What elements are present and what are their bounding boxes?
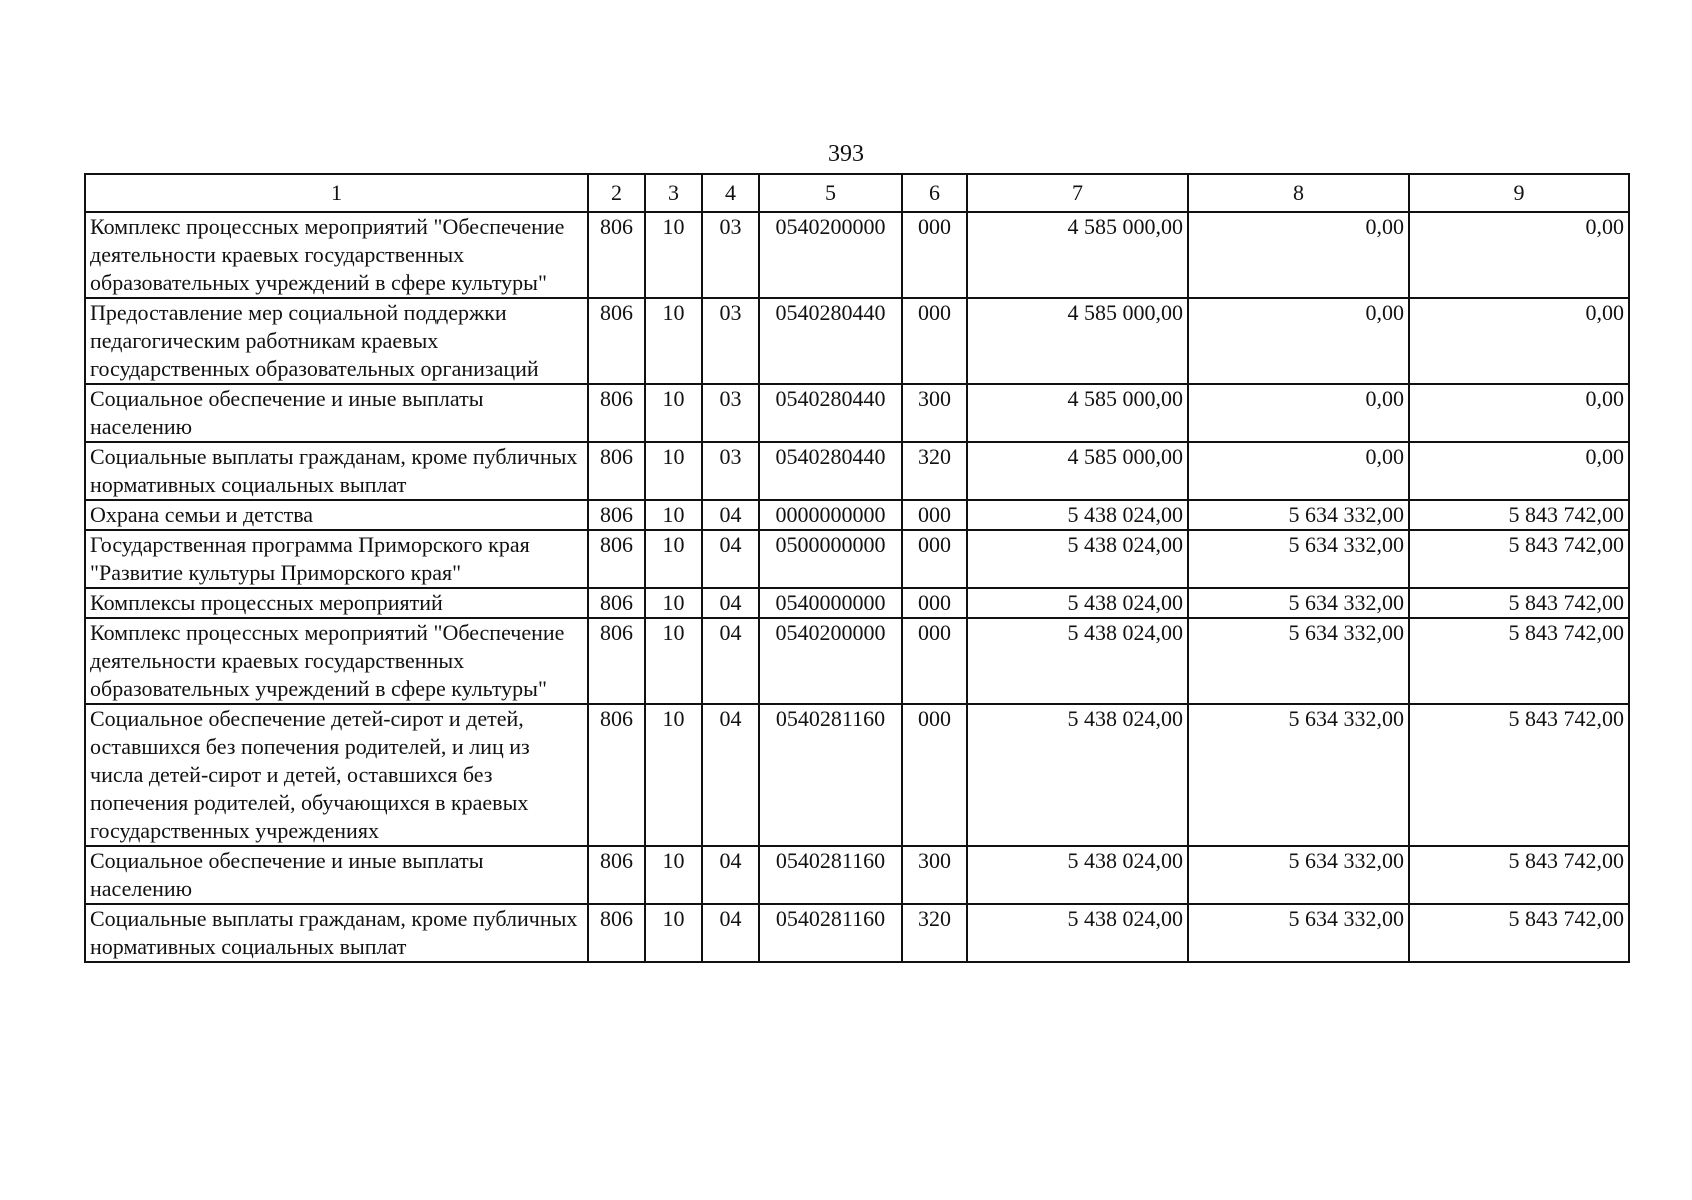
row-amount-8: 5 634 332,00 (1188, 846, 1409, 904)
row-cell-5: 0540281160 (759, 846, 902, 904)
table-row (85, 212, 1629, 298)
row-amount-8: 5 634 332,00 (1188, 500, 1409, 530)
budget-table (84, 173, 1630, 963)
row-cell-2: 806 (588, 500, 645, 530)
row-amount-9: 0,00 (1409, 298, 1629, 384)
row-name-cell: Социальное обеспечение и иные выплаты населению (85, 384, 588, 442)
row-name-cell: Социальное обеспечение детей-сирот и детей, оставшихся без попечения родителей, и лиц из числа детей-сирот и детей, оставшихся без попечения родителей, обучающихся в краевых государственных учреждениях (85, 704, 588, 846)
row-name-cell: Охрана семьи и детства (85, 500, 588, 530)
row-amount-7: 5 438 024,00 (967, 904, 1188, 962)
row-name-cell: Предоставление мер социальной поддержки педагогическим работникам краевых государственных образовательных организаций (85, 298, 588, 384)
table-row (85, 298, 1629, 384)
row-cell-6: 000 (902, 704, 967, 846)
row-amount-8: 5 634 332,00 (1188, 588, 1409, 618)
row-name-cell: Комплекс процессных мероприятий "Обеспечение деятельности краевых государственных образовательных учреждений в сфере культуры" (85, 212, 588, 298)
row-amount-8: 0,00 (1188, 384, 1409, 442)
row-cell-5: 0540000000 (759, 588, 902, 618)
row-amount-7: 5 438 024,00 (967, 704, 1188, 846)
row-cell-2: 806 (588, 298, 645, 384)
row-cell-3: 10 (645, 442, 702, 500)
header-cell-6: 6 (902, 174, 967, 212)
table-row (85, 384, 1629, 442)
row-amount-7: 4 585 000,00 (967, 384, 1188, 442)
row-amount-8: 5 634 332,00 (1188, 618, 1409, 704)
row-name-cell: Социальное обеспечение и иные выплаты населению (85, 846, 588, 904)
row-cell-2: 806 (588, 618, 645, 704)
row-cell-5: 0540281160 (759, 904, 902, 962)
table-row (85, 588, 1629, 618)
row-amount-9: 0,00 (1409, 212, 1629, 298)
row-name-cell: Комплексы процессных мероприятий (85, 588, 588, 618)
row-amount-8: 0,00 (1188, 298, 1409, 384)
row-cell-3: 10 (645, 904, 702, 962)
table-row (85, 846, 1629, 904)
header-cell-5: 5 (759, 174, 902, 212)
row-cell-4: 04 (702, 904, 759, 962)
row-cell-2: 806 (588, 384, 645, 442)
header-cell-4: 4 (702, 174, 759, 212)
row-cell-3: 10 (645, 212, 702, 298)
row-name-cell: Государственная программа Приморского края "Развитие культуры Приморского края" (85, 530, 588, 588)
table-row (85, 530, 1629, 588)
row-amount-9: 5 843 742,00 (1409, 618, 1629, 704)
row-cell-2: 806 (588, 588, 645, 618)
table-row (85, 618, 1629, 704)
row-amount-7: 4 585 000,00 (967, 298, 1188, 384)
row-amount-8: 5 634 332,00 (1188, 530, 1409, 588)
row-amount-8: 5 634 332,00 (1188, 704, 1409, 846)
row-name-cell: Социальные выплаты гражданам, кроме публичных нормативных социальных выплат (85, 904, 588, 962)
row-cell-6: 320 (902, 904, 967, 962)
row-cell-5: 0000000000 (759, 500, 902, 530)
row-amount-9: 5 843 742,00 (1409, 846, 1629, 904)
header-cell-9: 9 (1409, 174, 1629, 212)
row-amount-7: 5 438 024,00 (967, 588, 1188, 618)
row-cell-4: 04 (702, 588, 759, 618)
table-body (85, 212, 1629, 962)
row-amount-7: 4 585 000,00 (967, 212, 1188, 298)
row-cell-5: 0540200000 (759, 618, 902, 704)
row-amount-7: 5 438 024,00 (967, 846, 1188, 904)
row-amount-7: 5 438 024,00 (967, 530, 1188, 588)
header-cell-2: 2 (588, 174, 645, 212)
row-cell-6: 300 (902, 846, 967, 904)
row-amount-8: 0,00 (1188, 212, 1409, 298)
row-cell-2: 806 (588, 442, 645, 500)
table-row (85, 500, 1629, 530)
row-cell-4: 04 (702, 530, 759, 588)
row-amount-9: 0,00 (1409, 384, 1629, 442)
row-name-cell: Комплекс процессных мероприятий "Обеспечение деятельности краевых государственных образовательных учреждений в сфере культуры" (85, 618, 588, 704)
table-header (85, 174, 1629, 212)
row-cell-3: 10 (645, 846, 702, 904)
row-cell-2: 806 (588, 704, 645, 846)
row-amount-7: 5 438 024,00 (967, 500, 1188, 530)
header-cell-7: 7 (967, 174, 1188, 212)
row-cell-2: 806 (588, 530, 645, 588)
page-number: 393 (828, 141, 864, 167)
row-cell-4: 04 (702, 704, 759, 846)
row-cell-2: 806 (588, 846, 645, 904)
row-cell-3: 10 (645, 588, 702, 618)
row-cell-2: 806 (588, 904, 645, 962)
header-cell-3: 3 (645, 174, 702, 212)
row-cell-5: 0500000000 (759, 530, 902, 588)
row-cell-5: 0540200000 (759, 212, 902, 298)
row-amount-9: 0,00 (1409, 442, 1629, 500)
row-amount-9: 5 843 742,00 (1409, 904, 1629, 962)
row-cell-3: 10 (645, 618, 702, 704)
row-cell-4: 04 (702, 618, 759, 704)
row-cell-6: 000 (902, 618, 967, 704)
row-amount-9: 5 843 742,00 (1409, 530, 1629, 588)
row-amount-7: 5 438 024,00 (967, 618, 1188, 704)
row-cell-5: 0540280440 (759, 442, 902, 500)
row-amount-9: 5 843 742,00 (1409, 500, 1629, 530)
row-cell-6: 320 (902, 442, 967, 500)
row-cell-3: 10 (645, 704, 702, 846)
row-cell-3: 10 (645, 298, 702, 384)
header-cell-8: 8 (1188, 174, 1409, 212)
row-cell-4: 03 (702, 212, 759, 298)
table-row (85, 704, 1629, 846)
row-cell-6: 000 (902, 298, 967, 384)
row-cell-6: 000 (902, 500, 967, 530)
table-row (85, 442, 1629, 500)
table-row (85, 904, 1629, 962)
row-cell-4: 03 (702, 298, 759, 384)
row-cell-3: 10 (645, 500, 702, 530)
row-name-cell: Социальные выплаты гражданам, кроме публичных нормативных социальных выплат (85, 442, 588, 500)
row-cell-5: 0540281160 (759, 704, 902, 846)
row-amount-8: 0,00 (1188, 442, 1409, 500)
header-row (85, 174, 1629, 212)
row-cell-6: 000 (902, 212, 967, 298)
header-cell-1: 1 (85, 174, 588, 212)
row-amount-7: 4 585 000,00 (967, 442, 1188, 500)
row-cell-5: 0540280440 (759, 384, 902, 442)
row-cell-6: 300 (902, 384, 967, 442)
row-amount-9: 5 843 742,00 (1409, 704, 1629, 846)
row-cell-4: 03 (702, 384, 759, 442)
row-cell-6: 000 (902, 530, 967, 588)
row-cell-5: 0540280440 (759, 298, 902, 384)
row-amount-8: 5 634 332,00 (1188, 904, 1409, 962)
row-cell-3: 10 (645, 384, 702, 442)
row-cell-4: 04 (702, 500, 759, 530)
row-cell-3: 10 (645, 530, 702, 588)
row-amount-9: 5 843 742,00 (1409, 588, 1629, 618)
row-cell-4: 03 (702, 442, 759, 500)
row-cell-6: 000 (902, 588, 967, 618)
row-cell-2: 806 (588, 212, 645, 298)
row-cell-4: 04 (702, 846, 759, 904)
